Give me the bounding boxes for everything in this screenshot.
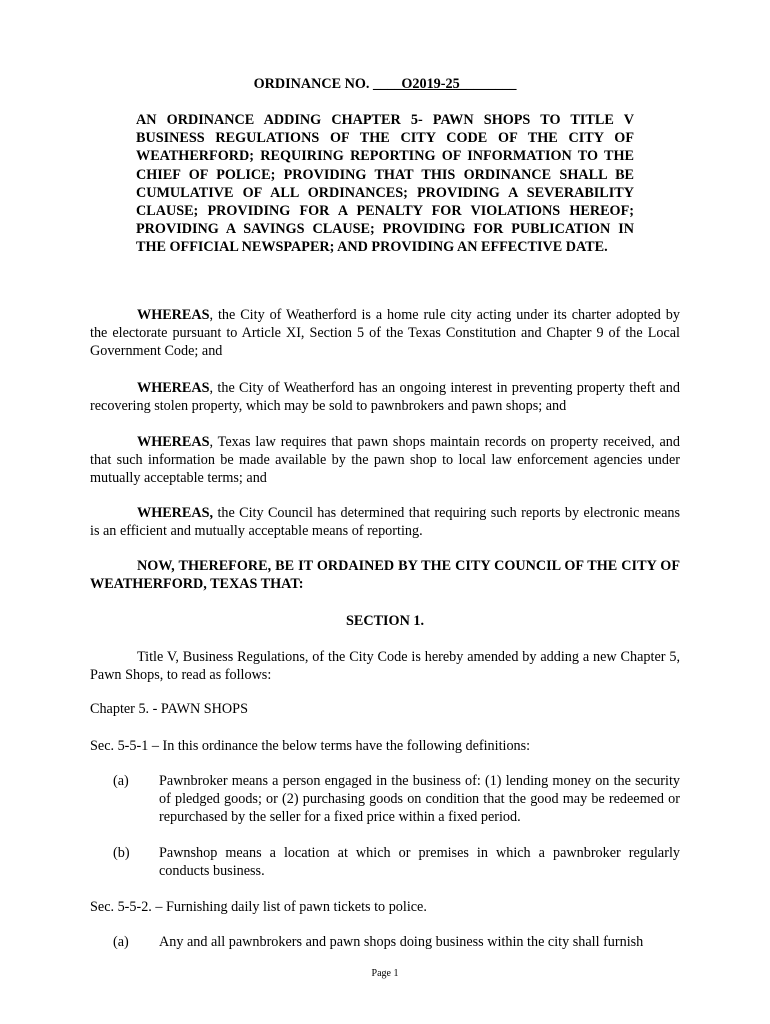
ordinance-caption: AN ORDINANCE ADDING CHAPTER 5- PAWN SHOPS TO TITLE V BUSINESS REGULATIONS OF THE CITY CODE OF THE CITY OF WEATHERFORD; REQUIRING REPORTING OF INFORMATION TO THE CHIEF OF POLICE; PROVIDING THAT THIS ORDINANCE SHALL BE CUMULATIVE OF ALL ORDINANCES; PROVIDING A SEVERABILITY CLAUSE; PROVIDING FOR A PENALTY FOR VIOLATIONS HEREOF; PROVIDING A SAVINGS CLAUSE; PROVIDING FOR PUBLICATION IN THE OFFICIAL NEWSPAPER; AND PROVIDING AN EFFECTIVE DATE. [136,112,634,256]
whereas-clause-1 [90,306,680,360]
whereas-lead: WHEREAS [137,307,210,323]
section-intro: Title V, Business Regulations, of the City Code is hereby amended by adding a new Chapter 5, Pawn Shops, to read as follows: [90,649,680,683]
item-label: (a) [113,934,129,950]
whereas-text: , Texas law requires that pawn shops maintain records on property received, and that such information be made available by the pawn shop to local law enforcement agencies under mutually acceptable terms; and [90,434,680,486]
section-5-5-2: Sec. 5-5-2. – Furnishing daily list of pawn tickets to police. [90,899,427,915]
ordinance-number: ____O2019-25________ [372,76,517,92]
whereas-text: the City Council has determined that requiring such reports by electronic means is an efficient and mutually acceptable means of reporting. [90,505,680,539]
whereas-text: , the City of Weatherford has an ongoing interest in preventing property theft and recovering stolen property, which may be sold to pawnbrokers and pawn shops; and [90,380,680,414]
ordaining-clause: NOW, THEREFORE, BE IT ORDAINED BY THE CITY COUNCIL OF THE CITY OF WEATHERFORD, TEXAS THAT: [90,558,680,592]
chapter-heading: Chapter 5. - PAWN SHOPS [90,701,248,717]
ordinance-label: ORDINANCE NO. [253,76,373,92]
ordinance-number-line [0,75,770,93]
section-heading: SECTION 1. [345,613,425,629]
whereas-clause-2 [90,379,680,415]
item-text: Any and all pawnbrokers and pawn shops doing business within the city shall furnish [159,934,644,950]
definition-label: (b) [113,845,130,861]
whereas-clause-3 [90,433,680,487]
definition-text: Pawnbroker means a person engaged in the business of: (1) lending money on the security of pledged goods; or (2) purchasing goods on condition that the good may be redeemed or repurchased by the seller for a fixed price within a fixed period. [159,773,680,825]
whereas-clause-4 [90,504,680,540]
section-5-5-1: Sec. 5-5-1 – In this ordinance the below terms have the following definitions: [90,738,531,754]
page-number: Page 1 [371,968,399,979]
whereas-text: , the City of Weatherford is a home rule city acting under its charter adopted by the electorate pursuant to Article XI, Section 5 of the Texas Constitution and Chapter 9 of the Local Government Code; and [90,307,680,359]
definition-label: (a) [113,773,129,789]
whereas-lead: WHEREAS [137,380,210,396]
definition-text: Pawnshop means a location at which or premises in which a pawnbroker regularly conducts business. [159,845,680,879]
whereas-lead: WHEREAS [137,434,210,450]
whereas-lead: WHEREAS, [137,505,214,521]
